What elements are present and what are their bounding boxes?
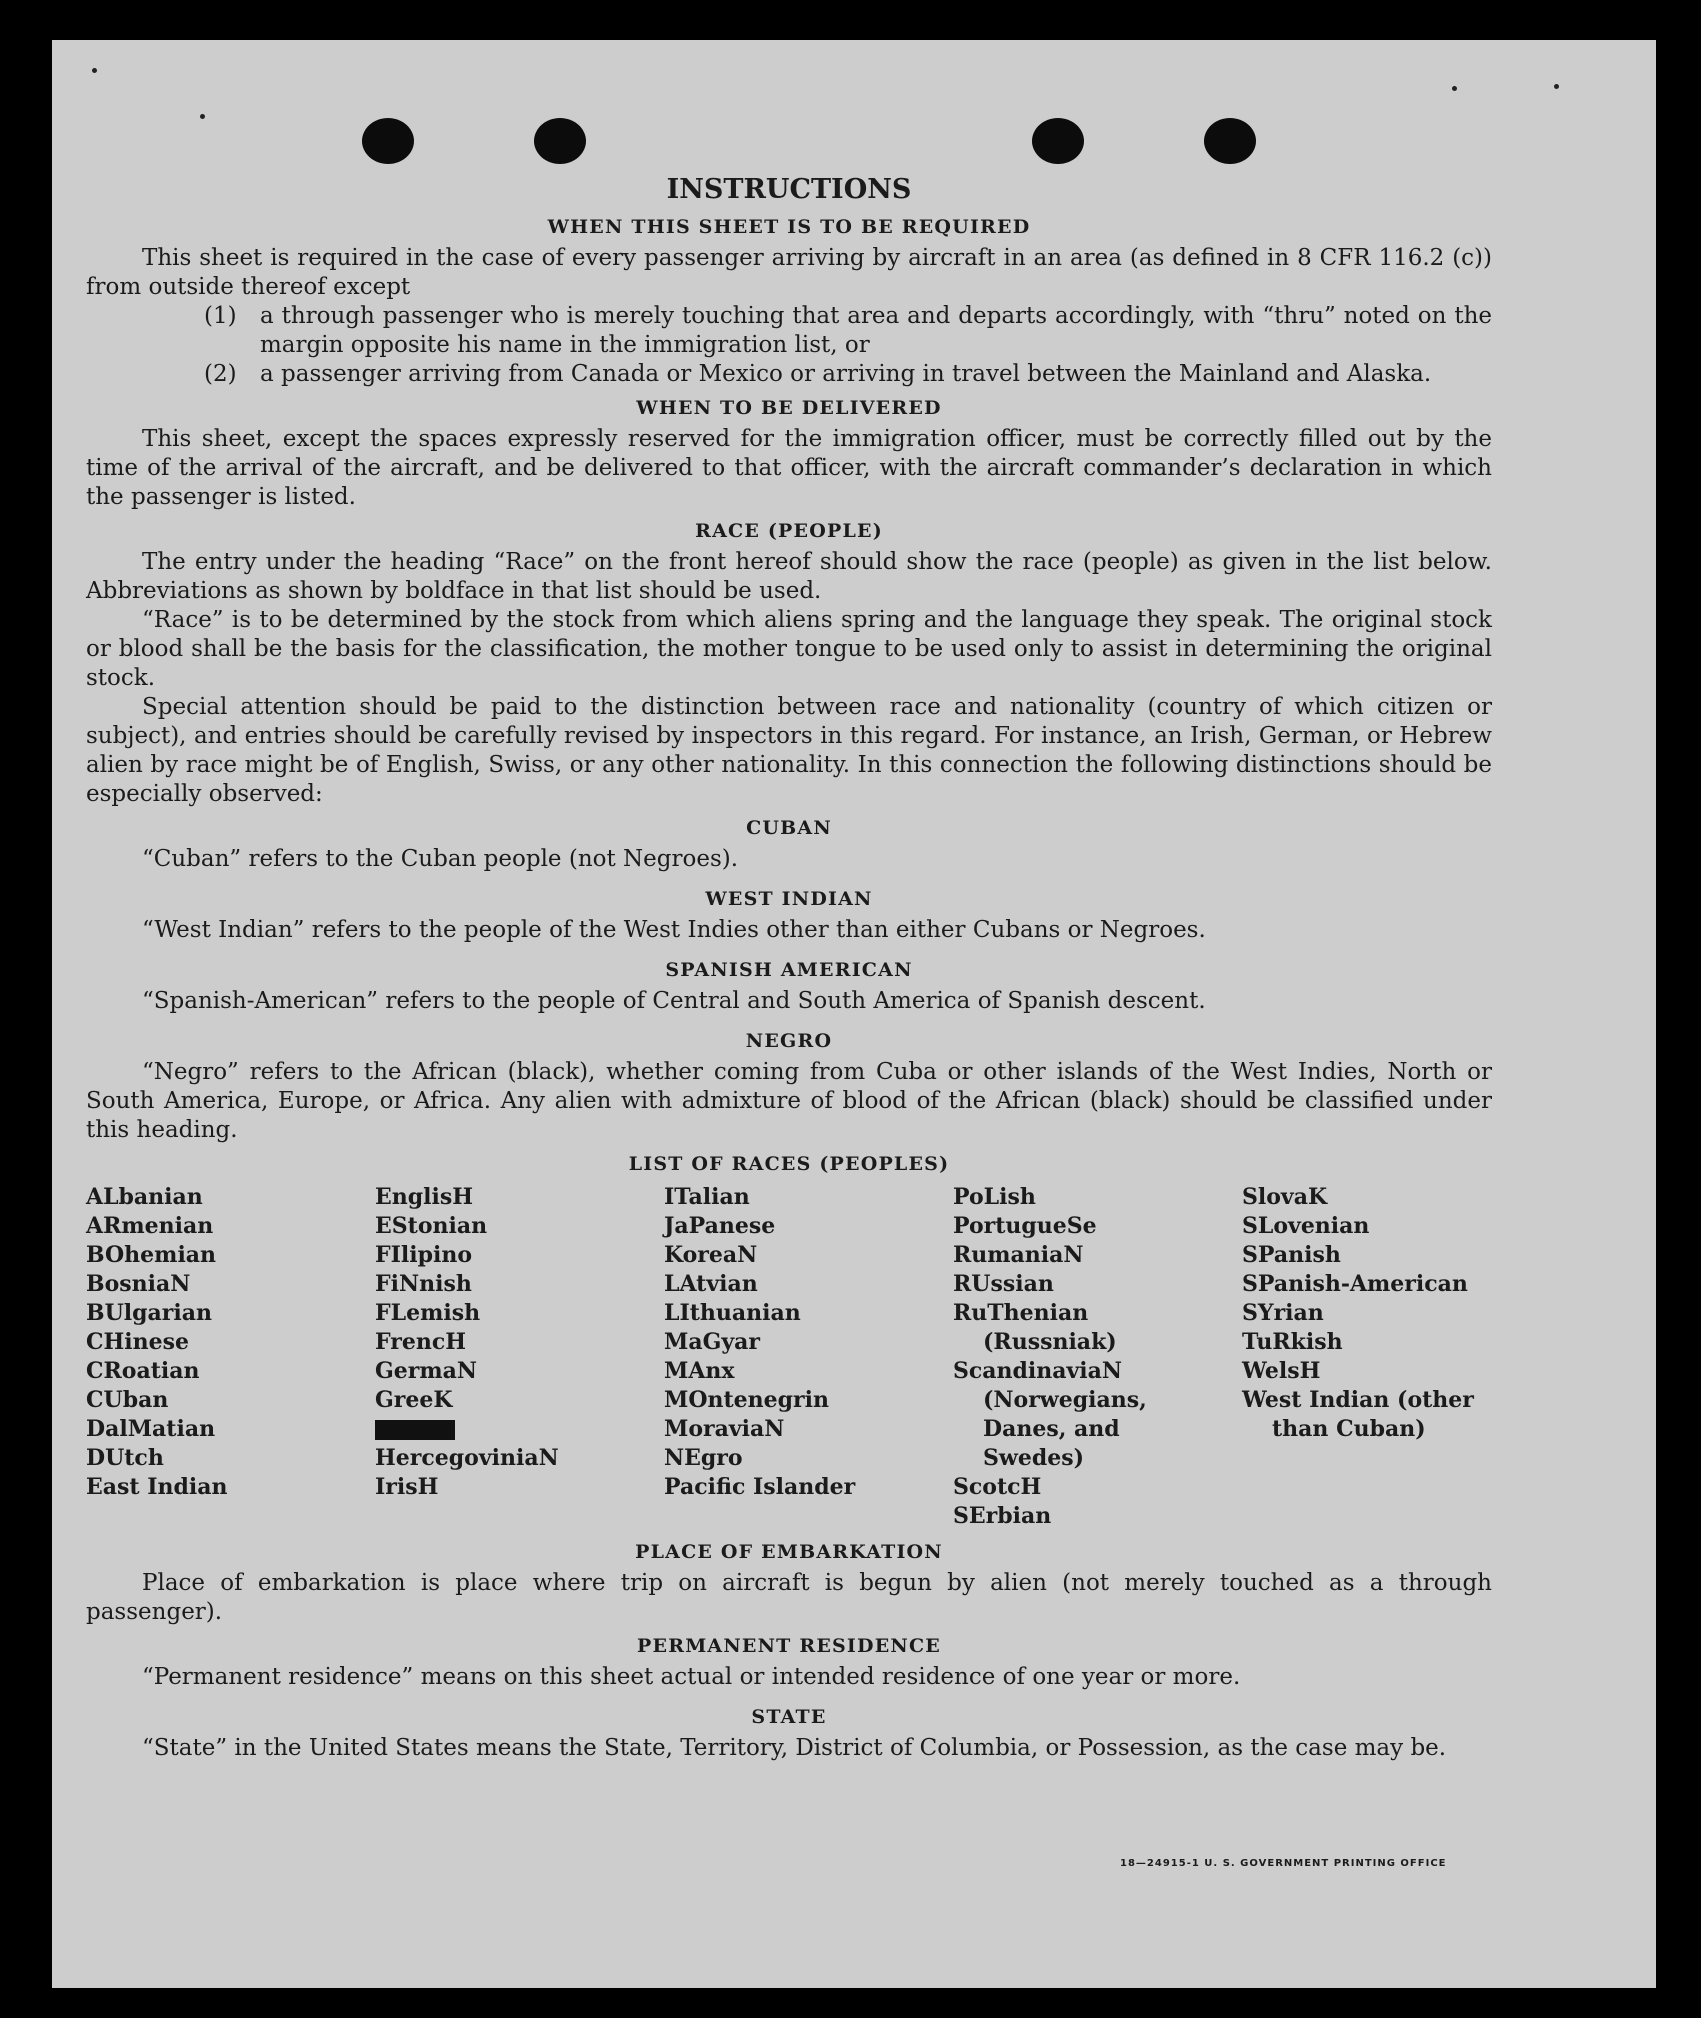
race-entry: KoreaN <box>664 1242 758 1268</box>
race-list <box>86 1183 1492 1531</box>
race-column <box>86 1183 346 1531</box>
section-heading-west-indian: WEST INDIAN <box>705 888 873 910</box>
race-entry: RuThenian (Russniak) <box>953 1300 1117 1355</box>
race-paragraph: Special attention should be paid to the distinction between race and nationality (country of which citizen or subject), and entries should be carefully revised by inspectors in this regard. For instance, an Irish, German, or Hebrew alien by race might be of English, Swiss, or any other nationality. In this connection the following distinctions should be especially observed: <box>86 694 1492 807</box>
race-entry: ITalian <box>664 1184 750 1210</box>
when-required-intro: This sheet is required in the case of every passenger arriving by aircraft in an area (as defined in 8 CFR 116.2 (c)) from outside thereof except <box>86 245 1492 300</box>
race-entry: GermaN <box>375 1358 478 1384</box>
punch-hole <box>1032 118 1084 164</box>
exception-text: a through passenger who is merely touching that area and departs accordingly, with “thru” noted on the margin opposite his name in the immigration list, or <box>260 303 1492 358</box>
race-entry: NEgro <box>664 1445 743 1471</box>
race-paragraph: The entry under the heading “Race” on the front hereof should show the race (people) as given in the list below. Abbreviations as shown by boldface in that list should be used. <box>86 549 1492 604</box>
race-entry: SlovaK <box>1242 1184 1328 1210</box>
section-heading-embarkation: PLACE OF EMBARKATION <box>635 1541 943 1563</box>
race-entry: GreeK <box>375 1387 453 1413</box>
race-entry: BUlgarian <box>86 1300 212 1326</box>
section-heading-race: RACE (PEOPLE) <box>695 520 883 542</box>
race-entry: CHinese <box>86 1329 190 1355</box>
west-indian-text: “West Indian” refers to the people of the West Indies other than either Cubans or Negroes. <box>142 917 1206 943</box>
punch-hole <box>534 118 586 164</box>
race-entry: PortugueSe <box>953 1213 1097 1239</box>
race-entry: LAtvian <box>664 1271 758 1297</box>
race-entry: RumaniaN <box>953 1242 1084 1268</box>
race-entry: PoLish <box>953 1184 1036 1210</box>
section-heading-list-of-races: LIST OF RACES (PEOPLES) <box>628 1153 950 1175</box>
punch-hole <box>1204 118 1256 164</box>
exception-number: (1) <box>204 303 237 329</box>
negro-text: “Negro” refers to the African (black), whether coming from Cuba or other islands of the West Indies, North or South America, Europe, or Africa. Any alien with admixture of blood of the African (black) should be classified under this heading. <box>86 1059 1492 1143</box>
state-text: “State” in the United States means the State, Territory, District of Columbia, or Possession, as the case may be. <box>142 1735 1447 1761</box>
race-entry: WelsH <box>1242 1358 1321 1384</box>
race-column <box>1242 1183 1492 1531</box>
speck <box>1554 84 1559 89</box>
race-entry: EnglisH <box>375 1184 474 1210</box>
section-heading-when-required: WHEN THIS SHEET IS TO BE REQUIRED <box>547 216 1031 238</box>
race-entry: MOntenegrin <box>664 1387 829 1413</box>
race-entry: RUssian <box>953 1271 1054 1297</box>
exception-number: (2) <box>204 361 237 387</box>
race-entry: DUtch <box>86 1445 164 1471</box>
race-entry: ARmenian <box>86 1213 214 1239</box>
race-entry: IrisH <box>375 1474 439 1500</box>
race-entry: JaPanese <box>664 1213 776 1239</box>
spanish-american-text: “Spanish-American” refers to the people of Central and South America of Spanish descent. <box>142 988 1206 1014</box>
print-footer: 18—24915-1 U. S. GOVERNMENT PRINTING OFFICE <box>1120 1858 1447 1869</box>
race-entry: FIlipino <box>375 1242 473 1268</box>
race-entry: SLovenian <box>1242 1213 1370 1239</box>
race-entry: MaGyar <box>664 1329 761 1355</box>
section-heading-negro: NEGRO <box>745 1030 833 1052</box>
speck <box>92 68 97 73</box>
section-heading-state: STATE <box>751 1706 827 1728</box>
race-entry-redacted <box>375 1415 635 1444</box>
race-column <box>953 1183 1213 1531</box>
race-entry: ScotcH <box>953 1474 1042 1500</box>
exception-text: a passenger arriving from Canada or Mexico or arriving in travel between the Mainland and Alaska. <box>260 361 1432 387</box>
race-entry: EStonian <box>375 1213 488 1239</box>
race-entry: FrencH <box>375 1329 466 1355</box>
race-column <box>375 1183 635 1531</box>
race-entry: East Indian <box>86 1474 228 1500</box>
race-entry: SPanish-American <box>1242 1271 1468 1297</box>
race-column <box>664 1183 924 1531</box>
section-heading-when-delivered: WHEN TO BE DELIVERED <box>636 397 942 419</box>
speck <box>1452 86 1457 91</box>
race-entry: ScandinaviaN (Norwegians, Danes, and Swedes) <box>953 1358 1147 1471</box>
race-entry: Pacific Islander <box>664 1474 856 1500</box>
race-entry: LIthuanian <box>664 1300 801 1326</box>
race-entry: BOhemian <box>86 1242 217 1268</box>
exception-item <box>204 302 1492 360</box>
exception-item <box>204 360 1492 389</box>
speck <box>200 114 205 119</box>
punch-hole <box>362 118 414 164</box>
instructions-content <box>86 172 1492 1763</box>
page-title: INSTRUCTIONS <box>666 174 912 205</box>
race-entry: MoraviaN <box>664 1416 785 1442</box>
embarkation-text: Place of embarkation is place where trip on aircraft is begun by alien (not merely touched as a through passenger). <box>86 1570 1492 1625</box>
race-entry: DalMatian <box>86 1416 216 1442</box>
race-entry: SPanish <box>1242 1242 1341 1268</box>
cuban-text: “Cuban” refers to the Cuban people (not Negroes). <box>142 846 739 872</box>
race-entry: CUban <box>86 1387 169 1413</box>
race-entry: CRoatian <box>86 1358 200 1384</box>
race-entry: FiNnish <box>375 1271 472 1297</box>
section-heading-cuban: CUBAN <box>746 817 832 839</box>
when-delivered-text: This sheet, except the spaces expressly reserved for the immigration officer, must be correctly filled out by the time of the arrival of the aircraft, and be delivered to that officer, with the aircraft commander’s declaration in which the passenger is listed. <box>86 426 1492 510</box>
race-entry: TuRkish <box>1242 1329 1343 1355</box>
race-entry: FLemish <box>375 1300 481 1326</box>
residence-text: “Permanent residence” means on this sheet actual or intended residence of one year or more. <box>142 1664 1241 1690</box>
race-entry: SYrian <box>1242 1300 1324 1326</box>
race-entry: West Indian (other than Cuban) <box>1242 1387 1474 1442</box>
section-heading-residence: PERMANENT RESIDENCE <box>637 1635 941 1657</box>
race-entry: HercegoviniaN <box>375 1445 559 1471</box>
race-entry: BosniaN <box>86 1271 191 1297</box>
race-entry: ALbanian <box>86 1184 203 1210</box>
race-entry: SErbian <box>953 1503 1052 1529</box>
race-entry: MAnx <box>664 1358 735 1384</box>
redaction-mark <box>375 1420 455 1440</box>
section-heading-spanish-american: SPANISH AMERICAN <box>665 959 913 981</box>
race-paragraph: “Race” is to be determined by the stock from which aliens spring and the language they speak. The original stock or blood shall be the basis for the classification, the mother tongue to be used only to assist in determining the original stock. <box>86 607 1492 691</box>
